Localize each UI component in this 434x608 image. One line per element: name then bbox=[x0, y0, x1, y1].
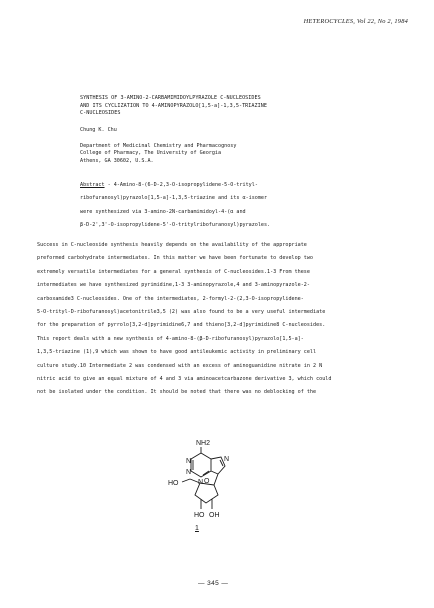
bond bbox=[182, 479, 190, 482]
abstract-heading: Abstract bbox=[80, 182, 105, 188]
body-line: not be isolated under the condition. It should be noted that there was no deblocking of the bbox=[37, 389, 317, 396]
abstract-text: - 4-Amino-8-(6-D-2,3-O-isopropylidene-5-O-trityl- bbox=[104, 182, 258, 188]
body-line: for the preparation of pyrrolo[3,2-d]pyrimidine6,7 and thieno[3,2-d]pyrimidine8 C-nucleosides. bbox=[37, 322, 326, 329]
ribose-ring bbox=[195, 483, 218, 503]
atom-label: HO bbox=[194, 512, 205, 519]
body-line: extremely versatile intermediates for a general synthesis of C-nucleosides.1-3 From these bbox=[37, 268, 310, 275]
body-line: nitric acid to give an equal mixture of 4 and 3 via aminoacetcarbazone derivative 3, which could bbox=[37, 376, 332, 383]
affiliation-line: Athens, GA 30602, U.S.A. bbox=[80, 157, 154, 164]
title-line: C-NUCLEOSIDES bbox=[80, 110, 121, 117]
triazine-ring bbox=[191, 453, 211, 477]
abstract-line: were synthesized via 3-amino-2N-carbamimidoyl-4-(α and bbox=[80, 208, 246, 215]
abstract-line: β-D-2',3'-O-isopropylidene-5'-O-tritylribofuranosyl)pyrazoles. bbox=[80, 222, 271, 229]
body-line: 5-O-trityl-D-ribofuranosyl)acetonitrile3,5 (2) was also found to be a very useful intermediate bbox=[37, 309, 326, 316]
atom-label: NH2 bbox=[196, 440, 211, 447]
title-line: SYNTHESIS OF 3-AMINO-2-CARBAMIMIDOYLPYRAZOLE C-NUCLEOSIDES bbox=[80, 95, 261, 101]
abstract-line bbox=[80, 179, 380, 192]
affiliation-line: College of Pharmacy, The University of Georgia bbox=[80, 150, 222, 157]
atom-label: N bbox=[186, 458, 192, 465]
body-text bbox=[37, 239, 409, 400]
atom-label: OH bbox=[209, 512, 220, 519]
atom-label: N bbox=[224, 456, 230, 463]
body-line: preformed carbohydrate intermediates. In this matter we have been fortunate to develop two bbox=[37, 255, 314, 262]
atom-label: N bbox=[198, 479, 204, 486]
page-number: — 345 — bbox=[198, 580, 229, 587]
atom-label: O bbox=[204, 478, 210, 485]
atom-label: N bbox=[186, 469, 192, 476]
body-line: 1,3,5-triazine (1),9 which was shown to have good antileukemic activity in preliminary cell bbox=[37, 349, 317, 356]
body-line: carboxamide3 C-nucleosides. One of the intermediates, 2-formyl-2-(2,3-O-isopropylidene- bbox=[37, 295, 304, 302]
body-line: intermediates we have synthesized pyrimidine,1-3 3-aminopyrazole,4 and 3-aminopyrazole-2- bbox=[37, 282, 310, 289]
glycosidic-bond bbox=[214, 474, 218, 485]
body-line: This report deals with a new synthesis of 4-amino-8-(β-D-ribofuranosyl)pyrazolo[1,5-a]- bbox=[37, 335, 304, 342]
title-line: AND ITS CYCLIZATION TO 4-AMINOPYRAZOLO[1,5-a]-1,3,5-TRIAZINE bbox=[80, 102, 268, 109]
body-line: Success in C-nucleoside synthesis heavily depends on the availability of the appropriate bbox=[37, 242, 307, 248]
author-name: Chung K. Chu bbox=[80, 127, 117, 133]
abstract bbox=[80, 179, 380, 233]
chemical-structure-diagram bbox=[150, 433, 270, 533]
author-affiliation bbox=[80, 143, 236, 165]
affiliation-line: Department of Medicinal Chemistry and Pharmacognosy bbox=[80, 143, 237, 149]
compound-number-label: 1 bbox=[195, 525, 199, 532]
body-line: culture study.10 Intermediate 2 was condensed with an excess of aminoguanidine nitrate in 2 N bbox=[37, 362, 323, 369]
paper-title bbox=[80, 95, 400, 118]
abstract-line: ribofuranosyl)pyrazolo[1,5-a]-1,3,5-triazine and its α-isomer bbox=[80, 195, 268, 202]
atom-label: HO bbox=[168, 480, 179, 487]
journal-citation: HETEROCYCLES, Vol 22, No 2, 1984 bbox=[303, 18, 408, 25]
